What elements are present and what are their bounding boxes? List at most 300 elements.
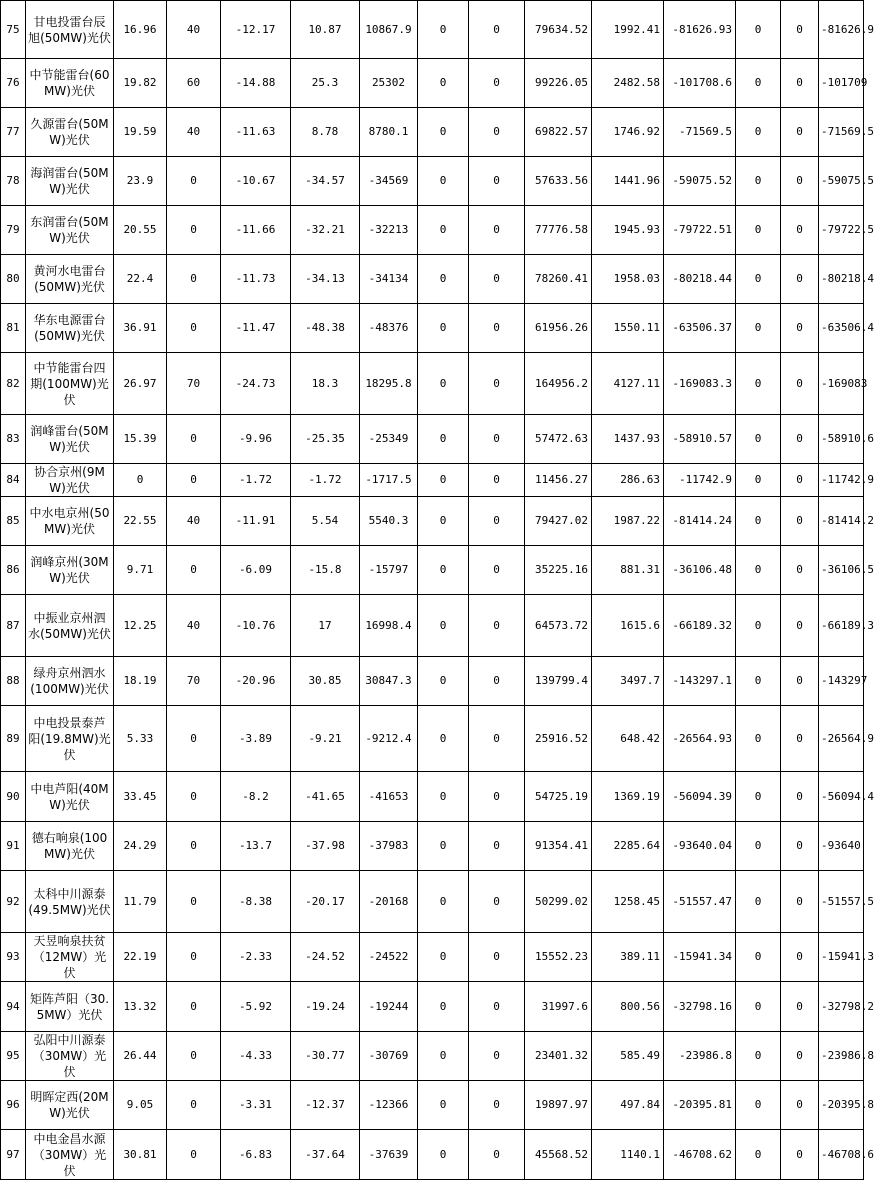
value-cell-c3: -11.63 [221, 108, 291, 157]
value-cell-c3: -2.33 [221, 933, 291, 982]
value-cell-c12: 0 [781, 871, 819, 933]
value-cell-c13: -59075.5 [819, 157, 864, 206]
value-cell-c6: 0 [418, 1032, 469, 1081]
value-cell-c1: 5.33 [114, 706, 167, 772]
row-number: 89 [1, 706, 26, 772]
value-cell-c10: -59075.52 [664, 157, 736, 206]
value-cell-c7: 0 [469, 497, 525, 546]
value-cell-c13: -46708.6 [819, 1130, 864, 1180]
value-cell-c6: 0 [418, 464, 469, 497]
value-cell-c8: 23401.32 [525, 1032, 592, 1081]
value-cell-c2: 0 [167, 706, 221, 772]
table-row [1, 933, 864, 982]
plant-name-cell: 矩阵芦阳（30.5MW）光伏 [26, 982, 114, 1032]
table-row [1, 1130, 864, 1180]
value-cell-c6: 0 [418, 108, 469, 157]
value-cell-c9: 1987.22 [592, 497, 664, 546]
value-cell-c3: -11.66 [221, 206, 291, 255]
value-cell-c8: 15552.23 [525, 933, 592, 982]
value-cell-c13: -79722.5 [819, 206, 864, 255]
value-cell-c11: 0 [736, 1, 781, 59]
value-cell-c12: 0 [781, 1032, 819, 1081]
value-cell-c9: 800.56 [592, 982, 664, 1032]
value-cell-c13: -51557.5 [819, 871, 864, 933]
value-cell-c8: 57633.56 [525, 157, 592, 206]
value-cell-c5: 8780.1 [360, 108, 418, 157]
value-cell-c3: -6.83 [221, 1130, 291, 1180]
value-cell-c4: -24.52 [291, 933, 360, 982]
value-cell-c5: -34134 [360, 255, 418, 304]
value-cell-c3: -3.31 [221, 1081, 291, 1130]
value-cell-c1: 24.29 [114, 822, 167, 871]
value-cell-c4: -32.21 [291, 206, 360, 255]
value-cell-c12: 0 [781, 1130, 819, 1180]
table-row [1, 353, 864, 415]
value-cell-c13: -20395.8 [819, 1081, 864, 1130]
value-cell-c6: 0 [418, 657, 469, 706]
value-cell-c8: 11456.27 [525, 464, 592, 497]
value-cell-c11: 0 [736, 157, 781, 206]
value-cell-c1: 15.39 [114, 415, 167, 464]
value-cell-c12: 0 [781, 595, 819, 657]
value-cell-c3: -11.47 [221, 304, 291, 353]
value-cell-c9: 2285.64 [592, 822, 664, 871]
value-cell-c9: 286.63 [592, 464, 664, 497]
value-cell-c7: 0 [469, 353, 525, 415]
value-cell-c11: 0 [736, 1130, 781, 1180]
value-cell-c1: 30.81 [114, 1130, 167, 1180]
value-cell-c2: 0 [167, 982, 221, 1032]
plant-name-cell: 久源雷台(50MW)光伏 [26, 108, 114, 157]
table-row [1, 982, 864, 1032]
value-cell-c2: 0 [167, 933, 221, 982]
value-cell-c2: 70 [167, 353, 221, 415]
value-cell-c9: 881.31 [592, 546, 664, 595]
value-cell-c5: -12366 [360, 1081, 418, 1130]
value-cell-c2: 0 [167, 546, 221, 595]
value-cell-c13: -63506.4 [819, 304, 864, 353]
value-cell-c5: -37983 [360, 822, 418, 871]
value-cell-c10: -36106.48 [664, 546, 736, 595]
value-cell-c6: 0 [418, 497, 469, 546]
value-cell-c4: 8.78 [291, 108, 360, 157]
value-cell-c8: 91354.41 [525, 822, 592, 871]
value-cell-c7: 0 [469, 595, 525, 657]
value-cell-c12: 0 [781, 304, 819, 353]
value-cell-c12: 0 [781, 59, 819, 108]
table-row [1, 206, 864, 255]
value-cell-c1: 36.91 [114, 304, 167, 353]
value-cell-c13: -66189.3 [819, 595, 864, 657]
row-number: 97 [1, 1130, 26, 1180]
table-row [1, 497, 864, 546]
row-number: 88 [1, 657, 26, 706]
value-cell-c13: -71569.5 [819, 108, 864, 157]
value-cell-c10: -80218.44 [664, 255, 736, 304]
value-cell-c12: 0 [781, 108, 819, 157]
value-cell-c11: 0 [736, 772, 781, 822]
value-cell-c4: -30.77 [291, 1032, 360, 1081]
value-cell-c10: -11742.9 [664, 464, 736, 497]
value-cell-c2: 0 [167, 1081, 221, 1130]
value-cell-c5: -48376 [360, 304, 418, 353]
value-cell-c8: 79634.52 [525, 1, 592, 59]
value-cell-c9: 389.11 [592, 933, 664, 982]
value-cell-c5: -41653 [360, 772, 418, 822]
table-row [1, 108, 864, 157]
value-cell-c7: 0 [469, 1081, 525, 1130]
value-cell-c5: 5540.3 [360, 497, 418, 546]
value-cell-c6: 0 [418, 546, 469, 595]
value-cell-c6: 0 [418, 982, 469, 1032]
value-cell-c8: 77776.58 [525, 206, 592, 255]
row-number: 84 [1, 464, 26, 497]
value-cell-c7: 0 [469, 464, 525, 497]
plant-name-cell: 协合京州(9MW)光伏 [26, 464, 114, 497]
value-cell-c11: 0 [736, 304, 781, 353]
value-cell-c9: 1258.45 [592, 871, 664, 933]
value-cell-c11: 0 [736, 108, 781, 157]
value-cell-c13: -23986.8 [819, 1032, 864, 1081]
row-number: 87 [1, 595, 26, 657]
plant-name-cell: 华东电源雷台(50MW)光伏 [26, 304, 114, 353]
value-cell-c6: 0 [418, 157, 469, 206]
row-number: 90 [1, 772, 26, 822]
value-cell-c1: 19.59 [114, 108, 167, 157]
value-cell-c6: 0 [418, 871, 469, 933]
plant-name-cell: 黄河水电雷台(50MW)光伏 [26, 255, 114, 304]
table-row [1, 59, 864, 108]
value-cell-c11: 0 [736, 982, 781, 1032]
row-number: 76 [1, 59, 26, 108]
plant-name-cell: 太科中川源泰(49.5MW)光伏 [26, 871, 114, 933]
value-cell-c1: 20.55 [114, 206, 167, 255]
value-cell-c11: 0 [736, 1032, 781, 1081]
value-cell-c3: -13.7 [221, 822, 291, 871]
value-cell-c3: -1.72 [221, 464, 291, 497]
value-cell-c9: 3497.7 [592, 657, 664, 706]
value-cell-c4: -34.57 [291, 157, 360, 206]
value-cell-c9: 1746.92 [592, 108, 664, 157]
value-cell-c2: 0 [167, 255, 221, 304]
value-cell-c5: 18295.8 [360, 353, 418, 415]
value-cell-c9: 1992.41 [592, 1, 664, 59]
value-cell-c2: 0 [167, 415, 221, 464]
value-cell-c4: -25.35 [291, 415, 360, 464]
value-cell-c1: 18.19 [114, 657, 167, 706]
row-number: 78 [1, 157, 26, 206]
value-cell-c13: -93640 [819, 822, 864, 871]
row-number: 82 [1, 353, 26, 415]
value-cell-c2: 40 [167, 497, 221, 546]
row-number: 86 [1, 546, 26, 595]
value-cell-c5: 30847.3 [360, 657, 418, 706]
value-cell-c10: -93640.04 [664, 822, 736, 871]
value-cell-c12: 0 [781, 657, 819, 706]
value-cell-c12: 0 [781, 497, 819, 546]
value-cell-c12: 0 [781, 415, 819, 464]
value-cell-c12: 0 [781, 255, 819, 304]
value-cell-c9: 1550.11 [592, 304, 664, 353]
value-cell-c10: -71569.5 [664, 108, 736, 157]
value-cell-c8: 31997.6 [525, 982, 592, 1032]
value-cell-c4: -41.65 [291, 772, 360, 822]
table-row [1, 157, 864, 206]
table-row [1, 772, 864, 822]
value-cell-c13: -81414.2 [819, 497, 864, 546]
value-cell-c9: 2482.58 [592, 59, 664, 108]
value-cell-c4: -12.37 [291, 1081, 360, 1130]
value-cell-c1: 0 [114, 464, 167, 497]
value-cell-c3: -11.73 [221, 255, 291, 304]
plant-name-cell: 中节能雷台四期(100MW)光伏 [26, 353, 114, 415]
value-cell-c8: 61956.26 [525, 304, 592, 353]
value-cell-c10: -32798.16 [664, 982, 736, 1032]
plant-name-cell: 润峰雷台(50MW)光伏 [26, 415, 114, 464]
plant-name-cell: 中水电京州(50MW)光伏 [26, 497, 114, 546]
value-cell-c7: 0 [469, 1130, 525, 1180]
value-cell-c3: -4.33 [221, 1032, 291, 1081]
value-cell-c13: -36106.5 [819, 546, 864, 595]
plant-name-cell: 绿舟京州泗水(100MW)光伏 [26, 657, 114, 706]
value-cell-c10: -26564.93 [664, 706, 736, 772]
value-cell-c12: 0 [781, 1081, 819, 1130]
value-cell-c13: -56094.4 [819, 772, 864, 822]
value-cell-c7: 0 [469, 1032, 525, 1081]
table-row [1, 546, 864, 595]
value-cell-c4: 5.54 [291, 497, 360, 546]
value-cell-c4: -1.72 [291, 464, 360, 497]
value-cell-c12: 0 [781, 706, 819, 772]
value-cell-c3: -5.92 [221, 982, 291, 1032]
table-row [1, 822, 864, 871]
value-cell-c3: -10.67 [221, 157, 291, 206]
value-cell-c6: 0 [418, 1130, 469, 1180]
value-cell-c9: 1441.96 [592, 157, 664, 206]
value-cell-c5: 10867.9 [360, 1, 418, 59]
value-cell-c3: -6.09 [221, 546, 291, 595]
value-cell-c7: 0 [469, 415, 525, 464]
value-cell-c4: 30.85 [291, 657, 360, 706]
plant-name-cell: 天昱响泉扶贫（12MW）光伏 [26, 933, 114, 982]
table-row [1, 871, 864, 933]
plant-name-cell: 东润雷台(50MW)光伏 [26, 206, 114, 255]
value-cell-c1: 22.4 [114, 255, 167, 304]
value-cell-c7: 0 [469, 657, 525, 706]
plant-name-cell: 中电投景泰芦阳(19.8MW)光伏 [26, 706, 114, 772]
row-number: 95 [1, 1032, 26, 1081]
value-cell-c13: -15941.3 [819, 933, 864, 982]
value-cell-c2: 40 [167, 108, 221, 157]
value-cell-c12: 0 [781, 546, 819, 595]
value-cell-c10: -23986.8 [664, 1032, 736, 1081]
value-cell-c5: -19244 [360, 982, 418, 1032]
value-cell-c8: 45568.52 [525, 1130, 592, 1180]
table-row [1, 304, 864, 353]
value-cell-c12: 0 [781, 464, 819, 497]
value-cell-c4: 25.3 [291, 59, 360, 108]
value-cell-c1: 22.19 [114, 933, 167, 982]
value-cell-c10: -63506.37 [664, 304, 736, 353]
value-cell-c7: 0 [469, 157, 525, 206]
value-cell-c5: 25302 [360, 59, 418, 108]
value-cell-c11: 0 [736, 657, 781, 706]
value-cell-c6: 0 [418, 706, 469, 772]
value-cell-c2: 0 [167, 464, 221, 497]
value-cell-c5: -34569 [360, 157, 418, 206]
value-cell-c2: 0 [167, 1032, 221, 1081]
value-cell-c6: 0 [418, 1081, 469, 1130]
row-number: 92 [1, 871, 26, 933]
value-cell-c10: -20395.81 [664, 1081, 736, 1130]
value-cell-c1: 26.44 [114, 1032, 167, 1081]
value-cell-c8: 35225.16 [525, 546, 592, 595]
value-cell-c9: 497.84 [592, 1081, 664, 1130]
value-cell-c5: -37639 [360, 1130, 418, 1180]
value-cell-c1: 22.55 [114, 497, 167, 546]
value-cell-c10: -15941.34 [664, 933, 736, 982]
value-cell-c8: 25916.52 [525, 706, 592, 772]
value-cell-c11: 0 [736, 464, 781, 497]
table-row [1, 255, 864, 304]
value-cell-c3: -11.91 [221, 497, 291, 546]
value-cell-c9: 648.42 [592, 706, 664, 772]
value-cell-c4: 10.87 [291, 1, 360, 59]
value-cell-c11: 0 [736, 822, 781, 871]
value-cell-c6: 0 [418, 933, 469, 982]
value-cell-c4: -19.24 [291, 982, 360, 1032]
value-cell-c6: 0 [418, 595, 469, 657]
value-cell-c6: 0 [418, 772, 469, 822]
value-cell-c8: 139799.4 [525, 657, 592, 706]
value-cell-c12: 0 [781, 982, 819, 1032]
value-cell-c6: 0 [418, 415, 469, 464]
value-cell-c9: 1437.93 [592, 415, 664, 464]
value-cell-c3: -12.17 [221, 1, 291, 59]
value-cell-c1: 11.79 [114, 871, 167, 933]
value-cell-c5: -9212.4 [360, 706, 418, 772]
value-cell-c4: -15.8 [291, 546, 360, 595]
value-cell-c3: -8.38 [221, 871, 291, 933]
value-cell-c2: 70 [167, 657, 221, 706]
row-number: 93 [1, 933, 26, 982]
value-cell-c6: 0 [418, 353, 469, 415]
value-cell-c1: 33.45 [114, 772, 167, 822]
value-cell-c11: 0 [736, 497, 781, 546]
value-cell-c11: 0 [736, 706, 781, 772]
value-cell-c13: -11742.9 [819, 464, 864, 497]
table-row [1, 1081, 864, 1130]
value-cell-c7: 0 [469, 933, 525, 982]
value-cell-c9: 1945.93 [592, 206, 664, 255]
value-cell-c4: -34.13 [291, 255, 360, 304]
value-cell-c4: 18.3 [291, 353, 360, 415]
plant-name-cell: 甘电投雷台辰旭(50MW)光伏 [26, 1, 114, 59]
value-cell-c8: 54725.19 [525, 772, 592, 822]
value-cell-c11: 0 [736, 595, 781, 657]
value-cell-c13: -169083 [819, 353, 864, 415]
value-cell-c12: 0 [781, 353, 819, 415]
value-cell-c13: -26564.9 [819, 706, 864, 772]
value-cell-c7: 0 [469, 772, 525, 822]
plant-name-cell: 中电金昌水源（30MW）光伏 [26, 1130, 114, 1180]
value-cell-c6: 0 [418, 59, 469, 108]
row-number: 81 [1, 304, 26, 353]
value-cell-c11: 0 [736, 1081, 781, 1130]
value-cell-c10: -51557.47 [664, 871, 736, 933]
row-number: 75 [1, 1, 26, 59]
value-cell-c2: 40 [167, 1, 221, 59]
value-cell-c1: 26.97 [114, 353, 167, 415]
plant-name-cell: 海润雷台(50MW)光伏 [26, 157, 114, 206]
value-cell-c9: 1615.6 [592, 595, 664, 657]
value-cell-c8: 78260.41 [525, 255, 592, 304]
value-cell-c11: 0 [736, 933, 781, 982]
value-cell-c6: 0 [418, 206, 469, 255]
value-cell-c5: -24522 [360, 933, 418, 982]
value-cell-c10: -81414.24 [664, 497, 736, 546]
value-cell-c5: -15797 [360, 546, 418, 595]
value-cell-c1: 9.71 [114, 546, 167, 595]
value-cell-c13: -143297 [819, 657, 864, 706]
value-cell-c2: 60 [167, 59, 221, 108]
table-row [1, 1, 864, 59]
value-cell-c12: 0 [781, 772, 819, 822]
table-row [1, 657, 864, 706]
value-cell-c3: -8.2 [221, 772, 291, 822]
plant-name-cell: 中振业京州泗水(50MW)光伏 [26, 595, 114, 657]
value-cell-c6: 0 [418, 255, 469, 304]
value-cell-c3: -14.88 [221, 59, 291, 108]
value-cell-c2: 40 [167, 595, 221, 657]
value-cell-c5: -32213 [360, 206, 418, 255]
value-cell-c8: 64573.72 [525, 595, 592, 657]
value-cell-c4: -9.21 [291, 706, 360, 772]
value-cell-c10: -101708.6 [664, 59, 736, 108]
plant-name-cell: 德右响泉(100MW)光伏 [26, 822, 114, 871]
value-cell-c9: 1958.03 [592, 255, 664, 304]
value-cell-c2: 0 [167, 157, 221, 206]
value-cell-c8: 69822.57 [525, 108, 592, 157]
value-cell-c3: -24.73 [221, 353, 291, 415]
value-cell-c13: -58910.6 [819, 415, 864, 464]
value-cell-c5: -25349 [360, 415, 418, 464]
value-cell-c8: 50299.02 [525, 871, 592, 933]
value-cell-c7: 0 [469, 871, 525, 933]
row-number: 96 [1, 1081, 26, 1130]
value-cell-c10: -66189.32 [664, 595, 736, 657]
value-cell-c7: 0 [469, 706, 525, 772]
value-cell-c11: 0 [736, 59, 781, 108]
value-cell-c9: 1369.19 [592, 772, 664, 822]
value-cell-c10: -46708.62 [664, 1130, 736, 1180]
value-cell-c6: 0 [418, 822, 469, 871]
value-cell-c12: 0 [781, 1, 819, 59]
value-cell-c2: 0 [167, 206, 221, 255]
value-cell-c5: -1717.5 [360, 464, 418, 497]
table-row [1, 595, 864, 657]
value-cell-c7: 0 [469, 206, 525, 255]
plant-name-cell: 明晖定西(20MW)光伏 [26, 1081, 114, 1130]
row-number: 80 [1, 255, 26, 304]
value-cell-c7: 0 [469, 255, 525, 304]
value-cell-c4: 17 [291, 595, 360, 657]
value-cell-c11: 0 [736, 353, 781, 415]
value-cell-c13: -101709 [819, 59, 864, 108]
value-cell-c7: 0 [469, 59, 525, 108]
table-row [1, 415, 864, 464]
value-cell-c10: -169083.3 [664, 353, 736, 415]
